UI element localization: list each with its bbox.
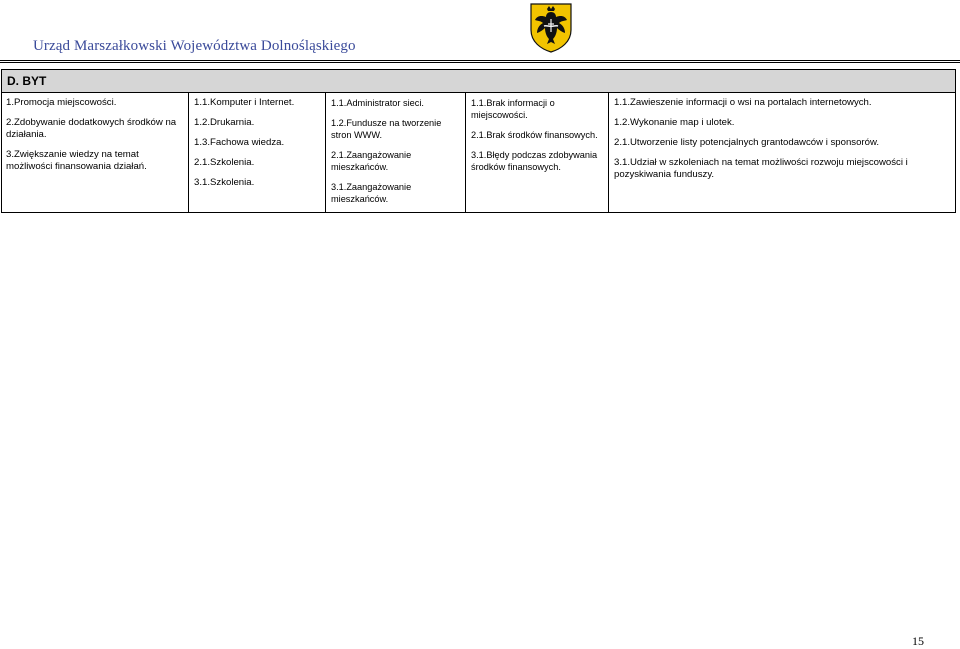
table-cell-item: 1.1.Komputer i Internet. <box>194 97 295 108</box>
header-rule <box>0 60 960 61</box>
table-cell-item: 2.1.Szkolenia. <box>194 157 255 168</box>
table-cell-item: 3.1.Udział w szkoleniach na temat możliwości rozwoju miejscowości i pozyskiwania funduszy. <box>614 157 908 180</box>
strengths-column <box>189 92 326 212</box>
table-cell-item: 3.Zwiększanie wiedzy na temat możliwości finansowania działań. <box>6 149 147 172</box>
table-cell-item: 3.1.Szkolenia. <box>194 177 255 188</box>
page-number: 15 <box>912 634 924 648</box>
table-cell-item: 1.1.Administrator sieci. <box>331 98 424 108</box>
header-rule-second <box>0 62 960 63</box>
opportunities-column <box>326 92 466 212</box>
section-header <box>2 70 955 93</box>
table-cell-item: 3.1.Zaangażowanie mieszkańców. <box>331 182 412 204</box>
silesian-eagle-crest-icon <box>529 2 573 53</box>
table-cell-item: 2.1.Utworzenie listy potencjalnych grantodawców i sponsorów. <box>614 137 880 148</box>
actions-column <box>609 92 955 212</box>
table-cell-item: 2.1.Brak środków finansowych. <box>471 130 598 140</box>
table-cell-item: 2.Zdobywanie dodatkowych środków na działania. <box>6 117 177 140</box>
table-cell-item: 2.1.Zaangażowanie mieszkańców. <box>331 150 412 172</box>
table-cell-item: 1.2.Wykonanie map i ulotek. <box>614 117 735 128</box>
table-cell-item: 1.1.Zawieszenie informacji o wsi na portalach internetowych. <box>614 97 872 108</box>
table-cell-item: 1.3.Fachowa wiedza. <box>194 137 285 148</box>
header-title: Urząd Marszałkowski Województwa Dolnośląskiego <box>33 38 356 54</box>
goals-column <box>2 92 189 212</box>
table-cell-item: 1.1.Brak informacji o miejscowości. <box>471 98 555 120</box>
section-title: D. BYT <box>7 74 47 88</box>
threats-column <box>466 92 609 212</box>
table-cell-item: 1.2.Drukarnia. <box>194 117 255 128</box>
table-cell-item: 3.1.Błędy podczas zdobywania środków finansowych. <box>471 150 598 172</box>
table-cell-item: 1.Promocja miejscowości. <box>6 97 117 108</box>
table-cell-item: 1.2.Fundusze na tworzenie stron WWW. <box>331 118 442 140</box>
byt-table <box>1 69 956 213</box>
